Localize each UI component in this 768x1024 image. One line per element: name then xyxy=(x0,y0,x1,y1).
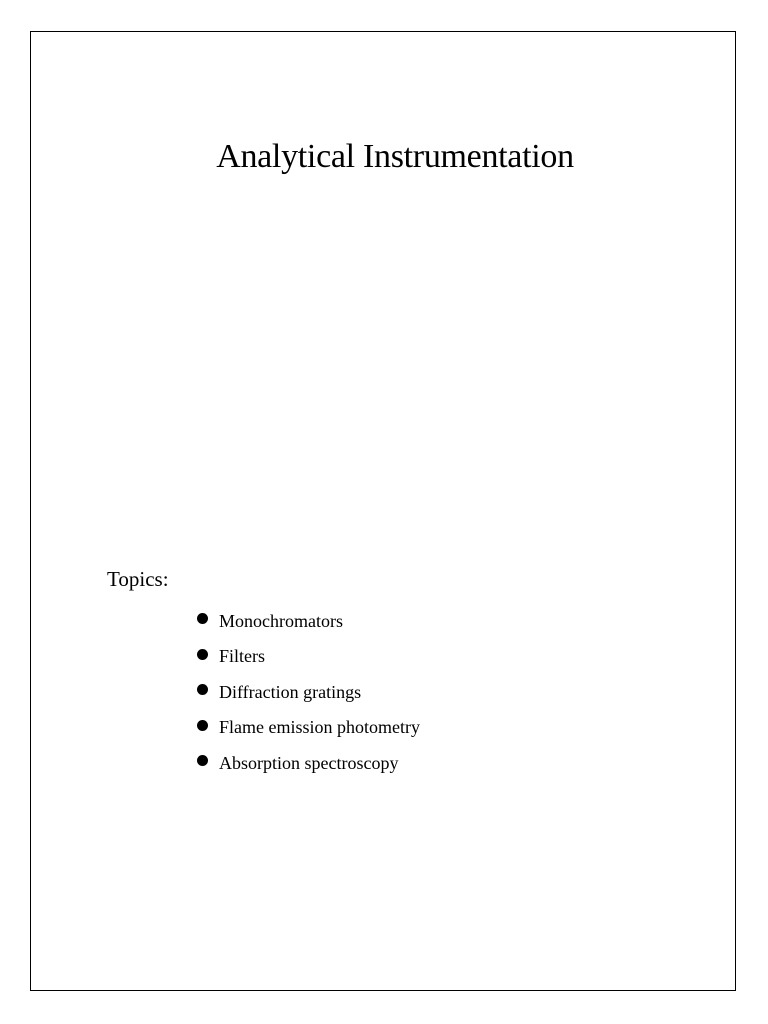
document-title: Analytical Instrumentation xyxy=(216,138,574,175)
bullet-icon xyxy=(197,649,208,660)
topic-list xyxy=(197,603,420,781)
topic-text: Filters xyxy=(219,646,266,667)
bullet-icon xyxy=(197,684,208,695)
list-item xyxy=(197,745,420,781)
bullet-icon xyxy=(197,613,208,624)
bullet-icon xyxy=(197,720,208,731)
topic-text: Monochromators xyxy=(219,610,343,631)
topic-text: Diffraction gratings xyxy=(219,681,362,702)
topics-label: Topics: xyxy=(107,567,169,591)
list-item xyxy=(197,639,420,675)
topic-text: Flame emission photometry xyxy=(219,717,420,738)
topic-text: Absorption spectroscopy xyxy=(219,752,399,773)
list-item xyxy=(197,603,420,639)
list-item xyxy=(197,674,420,710)
list-item xyxy=(197,710,420,746)
bullet-icon xyxy=(197,755,208,766)
